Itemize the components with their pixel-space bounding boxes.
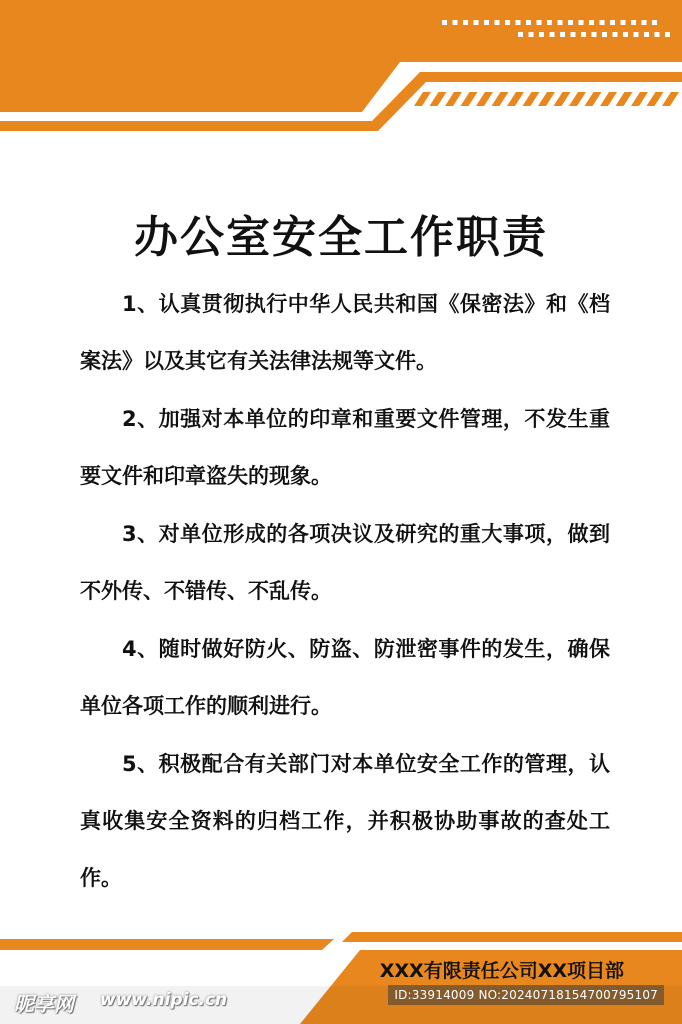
- header-dot: [589, 20, 594, 25]
- header-stripe: [430, 92, 447, 106]
- duty-item-4: 4、随时做好防火、防盗、防泄密事件的发生，确保单位各项工作的顺利进行。: [80, 637, 610, 718]
- company-name: XXX有限责任公司XX项目部: [379, 960, 624, 982]
- header-dot: [550, 32, 555, 37]
- header-dot: [516, 20, 521, 25]
- header-stripe: [461, 92, 478, 106]
- header-dot: [453, 20, 458, 25]
- header-dot: [495, 20, 500, 25]
- header-dot: [631, 20, 636, 25]
- header-stripe: [414, 92, 431, 106]
- duty-item-2: 2、加强对本单位的印章和重要文件管理，不发生重要文件和印章盗失的现象。: [80, 407, 610, 488]
- header-dot: [539, 32, 544, 37]
- header-stripe: [523, 92, 540, 106]
- header-stripe: [600, 92, 617, 106]
- header-dot: [537, 20, 542, 25]
- duty-item-5: 5、积极配合有关部门对本单位安全工作的管理，认真收集安全资料的归档工作，并积极协助事故的查处工作。: [80, 752, 610, 890]
- header-dot: [592, 32, 597, 37]
- page-title: 办公室安全工作职责: [134, 212, 548, 264]
- duties-list: [80, 276, 610, 908]
- header-dot: [571, 32, 576, 37]
- header-dot: [621, 20, 626, 25]
- header-stripe: [538, 92, 555, 106]
- header-dot: [600, 20, 605, 25]
- header-stripe: [492, 92, 509, 106]
- header-dot: [652, 20, 657, 25]
- header-dot: [518, 32, 523, 37]
- header-dot: [602, 32, 607, 37]
- header-dot: [644, 32, 649, 37]
- header-dot: [463, 20, 468, 25]
- watermark-logo: 昵享网: [14, 992, 74, 1016]
- header-dot: [581, 32, 586, 37]
- header-stripe: [554, 92, 571, 106]
- header-stripe: [569, 92, 586, 106]
- duty-item-3: 3、对单位形成的各项决议及研究的重大事项，做到不外传、不错传、不乱传。: [80, 522, 610, 603]
- duty-item-1: 1、认真贯彻执行中华人民共和国《保密法》和《档案法》以及其它有关法律法规等文件。: [80, 292, 610, 373]
- watermark-url: www.nipic.cn: [100, 990, 228, 1010]
- header-stripe: [631, 92, 648, 106]
- header-dot: [505, 20, 510, 25]
- header-dot: [547, 20, 552, 25]
- header-dot: [474, 20, 479, 25]
- header-dot: [442, 20, 447, 25]
- header-dot: [610, 20, 615, 25]
- header-dot: [634, 32, 639, 37]
- header-dot: [579, 20, 584, 25]
- header-decoration: [0, 0, 682, 140]
- header-dot: [613, 32, 618, 37]
- header-stripe: [647, 92, 664, 106]
- header-dot: [484, 20, 489, 25]
- watermark-id: ID:33914009 NO:20240718154700795107: [388, 985, 664, 1005]
- header-dot: [642, 20, 647, 25]
- header-dot: [558, 20, 563, 25]
- header-stripe: [476, 92, 493, 106]
- header-dot: [529, 32, 534, 37]
- header-stripe: [507, 92, 524, 106]
- header-dot: [526, 20, 531, 25]
- header-stripe: [585, 92, 602, 106]
- header-dot: [665, 32, 670, 37]
- header-stripe: [445, 92, 462, 106]
- header-dot: [560, 32, 565, 37]
- header-dot: [623, 32, 628, 37]
- header-dot: [655, 32, 660, 37]
- header-stripe: [662, 92, 679, 106]
- header-stripe: [616, 92, 633, 106]
- header-dot: [568, 20, 573, 25]
